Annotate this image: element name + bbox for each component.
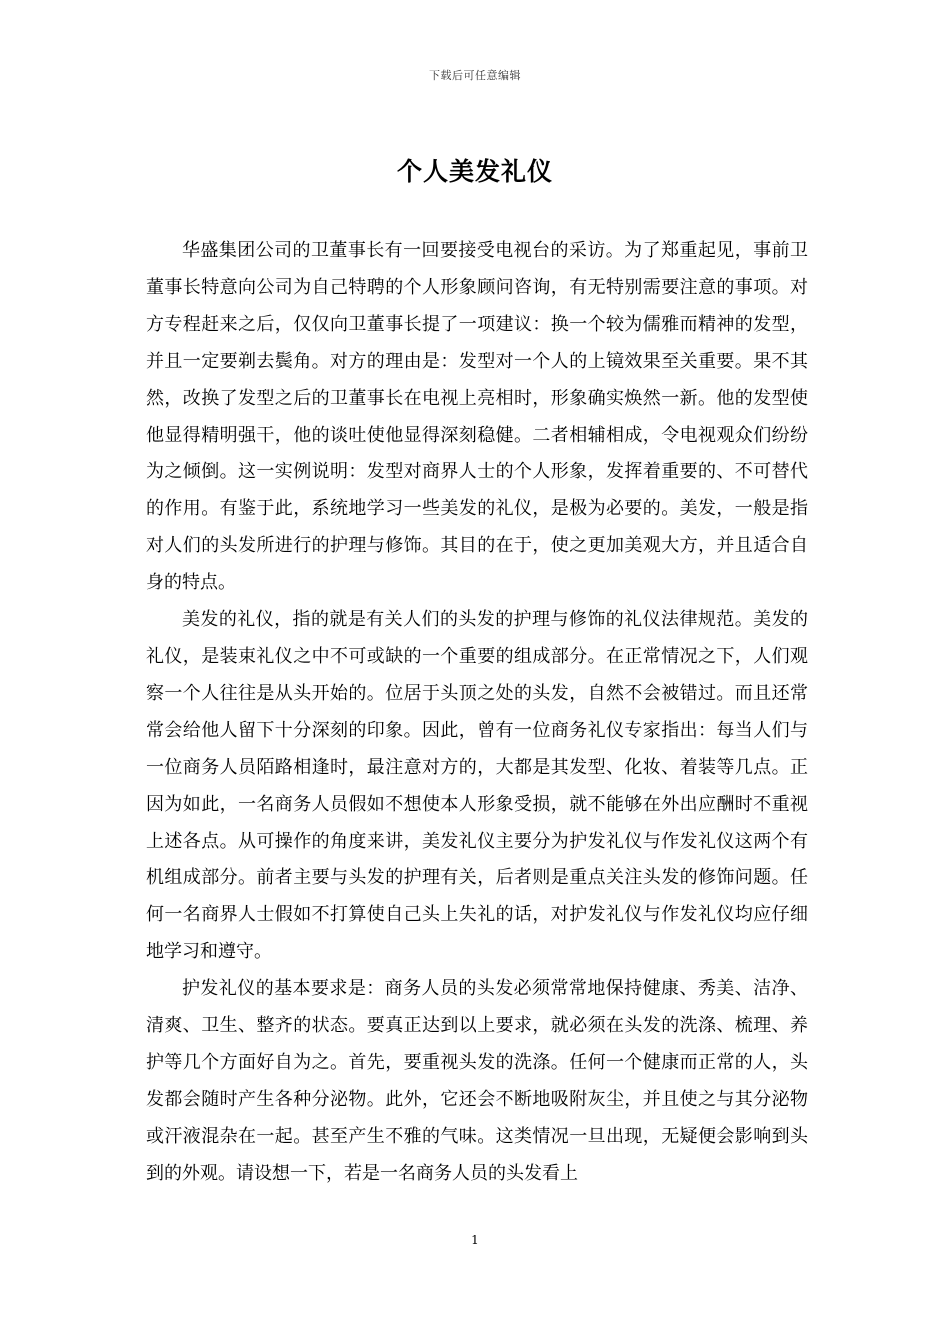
paragraph-1: 华盛集团公司的卫董事长有一回要接受电视台的采访。为了郑重起见，事前卫董事长特意向公司为自己特聘的个人形象顾问咨询，有无特别需要注意的事项。对方专程赶来之后，仅仅向卫董事长提了一项建议：换一个较为儒雅而精神的发型，并且一定要剃去鬓角。对方的理由是：发型对一个人的上镜效果至关重要。果不其然，改换了发型之后的卫董事长在电视上亮相时，形象确实焕然一新。他的发型使他显得精明强干，他的谈吐使他显得深刻稳健。二者相辅相成，令电视观众们纷纷为之倾倒。这一实例说明：发型对商界人士的个人形象，发挥着重要的、不可替代的作用。有鉴于此，系统地学习一些美发的礼仪，是极为必要的。美发，一般是指对人们的头发所进行的护理与修饰。其目的在于，使之更加美观大方，并且适合自身的特点。 (146, 240, 808, 594)
paragraph-2: 美发的礼仪，指的就是有关人们的头发的护理与修饰的礼仪法律规范。美发的礼仪，是装束礼仪之中不可或缺的一个重要的组成部分。在正常情况之下，人们观察一个人往往是从头开始的。位居于头顶之处的头发，自然不会被错过。而且还常常会给他人留下十分深刻的印象。因此，曾有一位商务礼仪专家指出：每当人们与一位商务人员陌路相逢时，最注意对方的，大都是其发型、化妆、着装等几点。正因为如此，一名商务人员假如不想使本人形象受损，就不能够在外出应酬时不重视上述各点。从可操作的角度来讲，美发礼仪主要分为护发礼仪与作发礼仪这两个有机组成部分。前者主要与头发的护理有关，后者则是重点关注头发的修饰问题。任何一名商界人士假如不打算使自己头上失礼的话，对护发礼仪与作发礼仪均应仔细地学习和遵守。 (146, 609, 808, 963)
page-title: 个人美发礼仪 (396, 157, 553, 186)
page-number: 1 (471, 1233, 479, 1247)
header-note: 下载后可任意编辑 (429, 69, 521, 82)
paragraph-3: 护发礼仪的基本要求是：商务人员的头发必须常常地保持健康、秀美、洁净、清爽、卫生、整齐的状态。要真正达到以上要求，就必须在头发的洗涤、梳理、养护等几个方面好自为之。首先，要重视头发的洗涤。任何一个健康而正常的人，头发都会随时产生各种分泌物。此外，它还会不断地吸附灰尘，并且使之与其分泌物或汗液混杂在一起。甚至产生不雅的气味。这类情况一旦出现，无疑便会影响到头到的外观。请设想一下，若是一名商务人员的头发看上 (146, 978, 808, 1184)
document-body (146, 233, 808, 1193)
